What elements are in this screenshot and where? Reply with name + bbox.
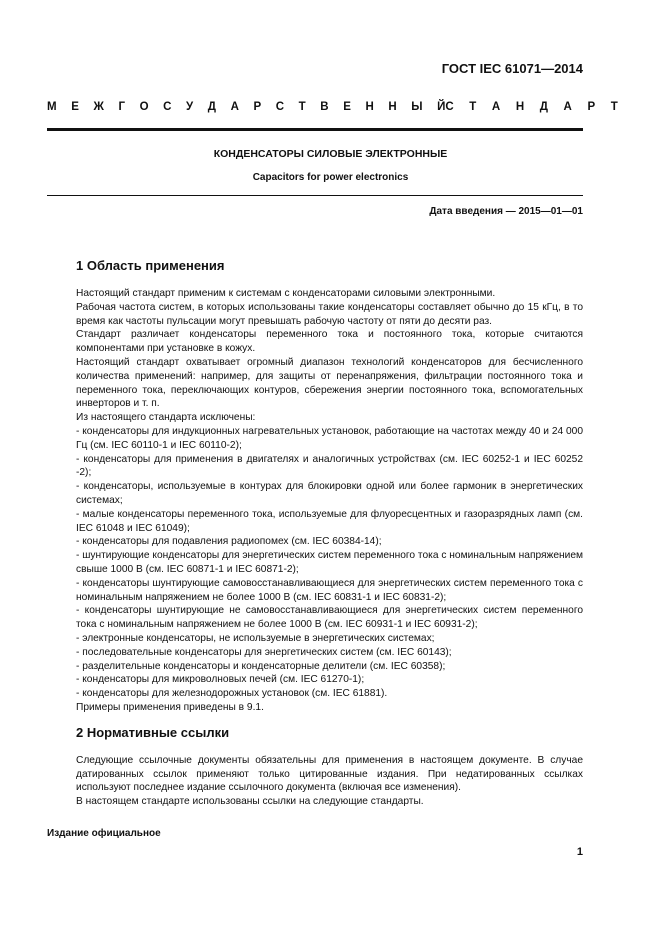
- banner-letter: У: [186, 101, 194, 113]
- banner-word-standard: [445, 101, 617, 113]
- banner-letter: Т: [469, 101, 477, 113]
- list-item: - конденсаторы, используемые в контурах для блокировки одной или более гармоник в энергетических системах;: [76, 481, 583, 506]
- standard-banner: [47, 101, 618, 113]
- list-item: - конденсаторы для применения в двигателях и аналогичных устройствах (см. IEC 60252-1 и IEC 60252 -2);: [76, 453, 583, 479]
- banner-letter: Т: [610, 101, 618, 113]
- banner-letter: Р: [253, 101, 262, 113]
- list-item: - конденсаторы для микроволновых печей (см. IEC 61270-1);: [76, 674, 365, 686]
- banner-letter: Д: [539, 101, 548, 113]
- list-item: - конденсаторы для железнодорожных установок (см. IEC 61881).: [76, 688, 388, 700]
- list-item: - шунтирующие конденсаторы для энергетических систем переменного тока с номинальным напряжением свыше 1000 В (см. IEC 60871-1 и IEC 60871-2);: [76, 550, 583, 575]
- banner-letter: Т: [298, 101, 306, 113]
- banner-letter: О: [139, 101, 149, 113]
- title-rule: [47, 195, 583, 196]
- doc-number: ГОСТ IEC 61071—2014: [441, 61, 583, 76]
- paragraph: Настоящий стандарт применим к системам с конденсаторами силовыми электронными.: [76, 288, 496, 299]
- list-item: - электронные конденсаторы, не используемые в энергетических системах;: [76, 632, 435, 644]
- banner-letter: Р: [587, 101, 596, 113]
- banner-letter: А: [563, 101, 572, 113]
- section-heading-scope: 1 Область применения: [76, 258, 225, 273]
- banner-letter: А: [491, 101, 501, 113]
- paragraph: Примеры применения приведены в 9.1.: [76, 701, 264, 713]
- paragraph: В настоящем стандарте использованы ссылки на следующие стандарты.: [76, 796, 424, 808]
- header-rule: [47, 128, 583, 131]
- document-body: [76, 258, 583, 809]
- paragraph: Стандарт различает конденсаторы переменного тока и постоянного тока, которые считаются компонентами при установке в кожух.: [76, 329, 583, 355]
- paragraph: Настоящий стандарт охватывает огромный диапазон технологий конденсаторов для бесчисленного количества применений: например, для защиты от перенапряжения, фильтрации постоянного тока и переменного тока, переключающих контуров, сбережения энергии постоянного тока, вспомогательных инверторов и т. п.: [76, 356, 583, 410]
- banner-letter: Е: [71, 101, 79, 113]
- list-item: - разделительные конденсаторы и конденсаторные делители (см. IEC 60358);: [76, 660, 446, 672]
- section-heading-references: 2 Нормативные ссылки: [76, 724, 230, 740]
- paragraph: Следующие ссылочные документы обязательны для применения в настоящем документе. В случае датированных ссылок применяют только цитированные издания. При недатированных ссылках используют последнее издание ссылочного документа (включая все изменения).: [76, 754, 583, 794]
- list-item: - малые конденсаторы переменного тока, используемые для флуоресцентных и газоразрядных ламп (см. IEC 61048 и IEC 61049);: [76, 508, 583, 534]
- title-english: Capacitors for power electronics: [252, 172, 409, 183]
- list-item: - конденсаторы шунтирующие не самовосстанавливающиеся для энергетических систем переменного тока с номинальным напряжением не более 1000 В (см. IEC 60931-1 и IEC 60931-2);: [76, 605, 583, 631]
- banner-letter: Й: [437, 101, 446, 113]
- list-item: - конденсаторы для подавления радиопомех (см. IEC 60384-14);: [76, 536, 382, 548]
- banner-letter: Н: [388, 101, 397, 113]
- banner-letter: Ы: [411, 101, 423, 113]
- banner-letter: С: [445, 101, 454, 113]
- paragraph: Из настоящего стандарта исключены:: [76, 412, 256, 424]
- banner-letter: С: [275, 101, 285, 113]
- edition-label: Издание официальное: [47, 828, 161, 839]
- banner-letter: Д: [207, 101, 216, 113]
- banner-letter: Н: [515, 101, 525, 113]
- banner-letter: А: [230, 101, 239, 113]
- banner-word-interstate: [47, 101, 445, 113]
- banner-letter: Е: [343, 101, 351, 113]
- intro-date: Дата введения — 2015—01—01: [429, 206, 583, 217]
- paragraph: Рабочая частота систем, в которых использованы такие конденсаторы составляет обычно до 15 кГц, в то время как частоты пульсации могут превышать рабочую частоту от пяти до десяти раз.: [76, 301, 583, 327]
- banner-letter: С: [163, 101, 172, 113]
- banner-letter: Ж: [93, 101, 104, 113]
- banner-letter: Н: [365, 101, 374, 113]
- list-item: - конденсаторы шунтирующие самовосстанавливающиеся для энергетических систем переменного тока с номинальным напряжением не более 1000 В (см. IEC 60831-1 и IEC 60831-2);: [76, 577, 583, 603]
- banner-letter: В: [320, 101, 329, 113]
- list-item: - последовательные конденсаторы для энергетических систем (см. IEC 60143);: [76, 646, 452, 658]
- page-number: 1: [576, 846, 583, 858]
- banner-letter: Г: [118, 101, 125, 113]
- title-russian: КОНДЕНСАТОРЫ СИЛОВЫЕ ЭЛЕКТРОННЫЕ: [213, 148, 448, 160]
- list-item: - конденсаторы для индукционных нагревательных установок, работающие на частотах между 40 и 24 000 Гц (см. IEC 60110-1 и IEC 60110-2);: [76, 425, 583, 451]
- banner-letter: М: [47, 101, 57, 113]
